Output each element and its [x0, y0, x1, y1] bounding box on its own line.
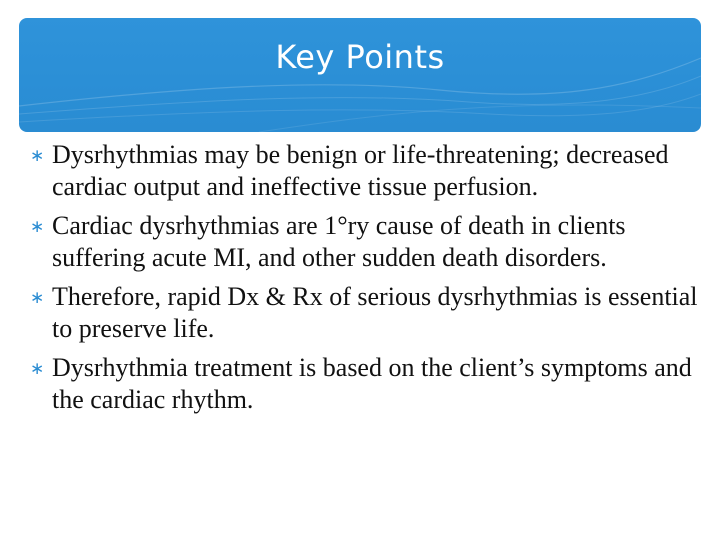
bullet-text: Cardiac dysrhythmias are 1°ry cause of death in clients suffering acute MI, and other sudden death disorders.: [52, 211, 626, 272]
list-item: [30, 281, 700, 345]
asterisk-bullet-icon: ∗: [30, 288, 45, 308]
bullet-list: [30, 139, 700, 423]
asterisk-bullet-icon: ∗: [30, 359, 45, 379]
asterisk-bullet-icon: ∗: [30, 146, 45, 166]
list-item: [30, 210, 700, 274]
asterisk-bullet-icon: ∗: [30, 217, 45, 237]
bullet-text: Therefore, rapid Dx & Rx of serious dysrhythmias is essential to preserve life.: [52, 282, 698, 343]
list-item: [30, 352, 700, 416]
list-item: [30, 139, 700, 203]
bullet-text: Dysrhythmia treatment is based on the client’s symptoms and the cardiac rhythm.: [52, 353, 692, 414]
bullet-text: Dysrhythmias may be benign or life-threatening; decreased cardiac output and ineffective tissue perfusion.: [52, 140, 669, 201]
slide-title: Key Points: [275, 38, 445, 76]
